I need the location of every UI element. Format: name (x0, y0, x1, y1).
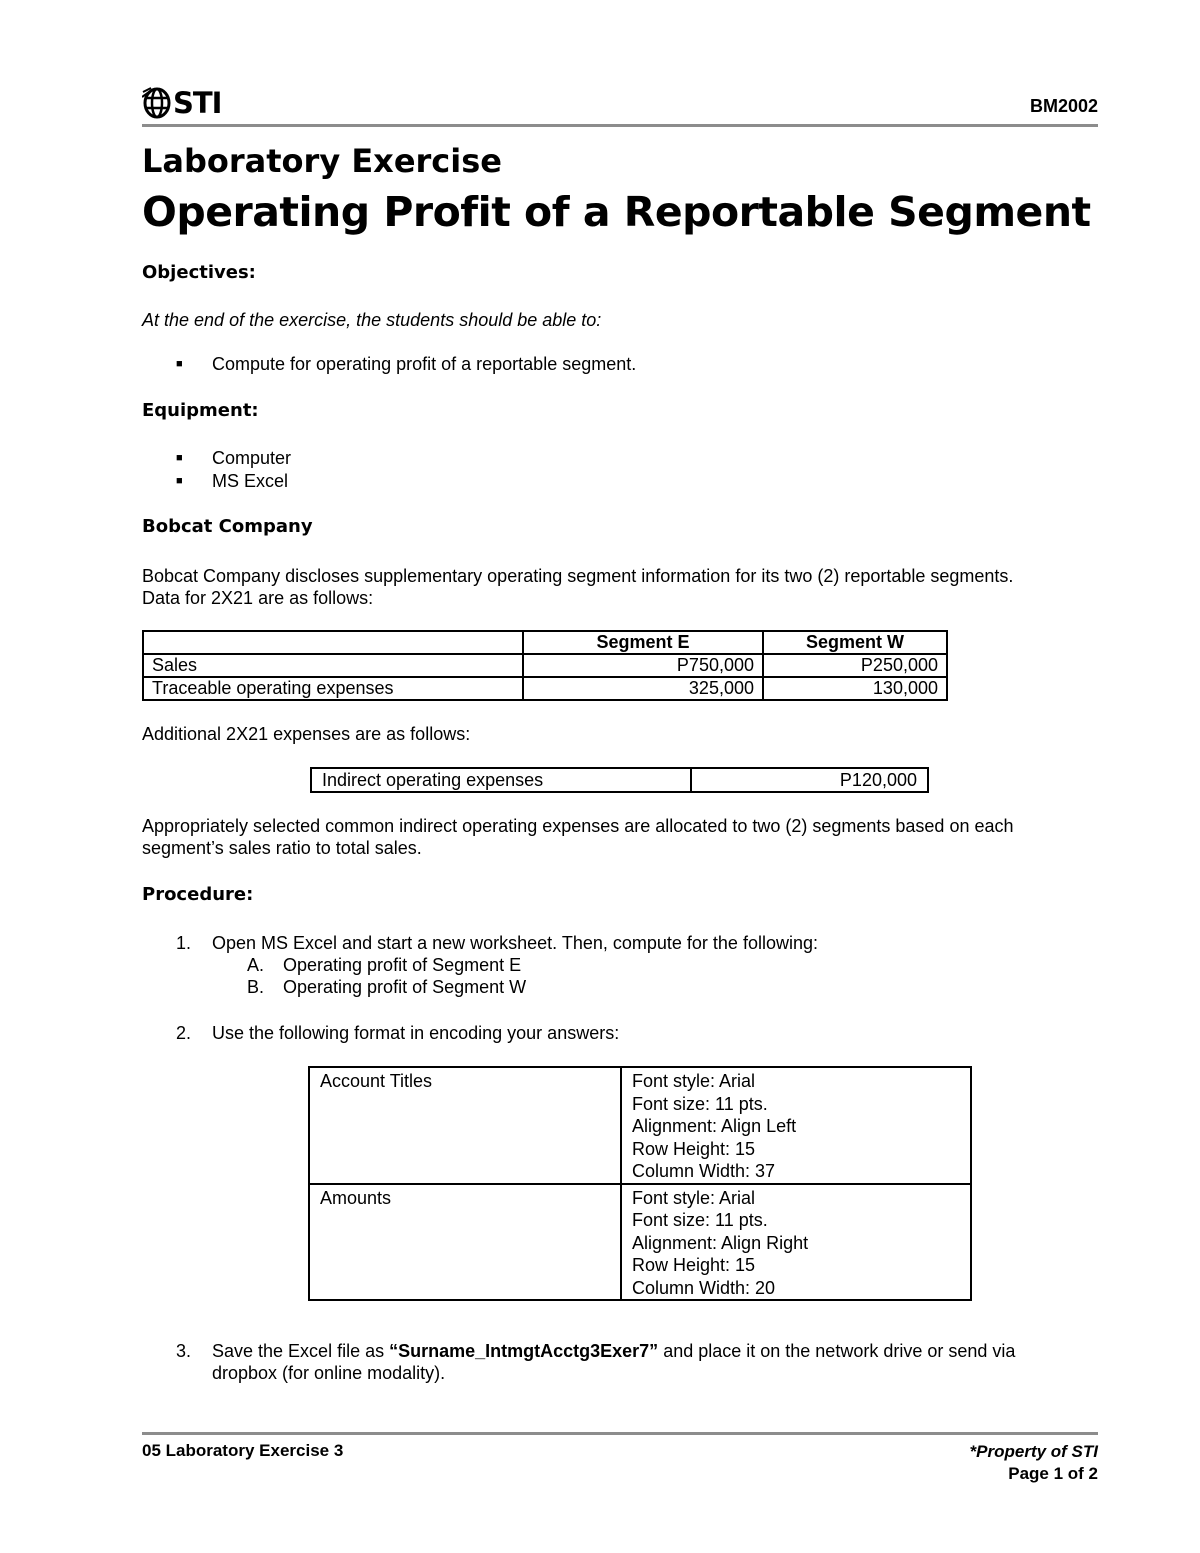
logo-text: STI (173, 86, 222, 120)
additional-intro: Additional 2X21 expenses are as follows: (142, 724, 471, 744)
globe-icon (142, 86, 172, 120)
step-text: Open MS Excel and start a new worksheet. Then, compute for the following: (212, 933, 818, 953)
indirect-expenses-table (310, 767, 929, 793)
spec-line: Font style: Arial (632, 1187, 756, 1208)
bullet-icon: ■ (176, 452, 183, 464)
spec-line: Alignment: Align Right (632, 1232, 809, 1253)
footer-module-label: 05 Laboratory Exercise 3 (142, 1441, 344, 1460)
table-cell: Sales (143, 654, 523, 677)
spec-line: Font style: Arial (632, 1071, 756, 1091)
footer-right (970, 1441, 1098, 1485)
segment-table (142, 630, 948, 701)
step3-line2: dropbox (for online modality). (212, 1363, 446, 1383)
table-row (143, 677, 947, 700)
list-item (176, 932, 818, 954)
table-cell (621, 1184, 971, 1301)
objective-text: Compute for operating profit of a reportable segment. (212, 354, 637, 374)
allocation-line2: segment’s sales ratio to total sales. (142, 838, 422, 858)
step-number: 1. (176, 933, 192, 953)
company-intro-line2: Data for 2X21 are as follows: (142, 588, 374, 608)
table-header-cell (143, 631, 523, 654)
step-number: 3. (176, 1341, 192, 1361)
step-text-before: Save the Excel file as (212, 1341, 390, 1361)
list-item (176, 470, 288, 492)
table-cell: Traceable operating expenses (143, 677, 523, 700)
page-number: Page 1 of 2 (1008, 1464, 1098, 1483)
sub-letter: B. (247, 977, 265, 997)
table-cell: 325,000 (523, 677, 763, 700)
spec-line: Row Height: 15 (632, 1138, 756, 1159)
list-item (176, 1340, 1098, 1362)
property-notice: *Property of STI (969, 1442, 1098, 1461)
table-cell: Indirect operating expenses (311, 768, 691, 792)
table-cell: Account Titles (309, 1067, 621, 1184)
page-title: Operating Profit of a Reportable Segment (142, 188, 1091, 236)
spec-line: Font size: 11 pts. (632, 1210, 768, 1230)
spec-line: Row Height: 15 (632, 1255, 756, 1275)
course-code: BM2002 (1029, 96, 1098, 116)
list-item (176, 447, 291, 469)
format-table (308, 1066, 972, 1301)
spec-line: Column Width: 37 (632, 1161, 776, 1181)
header-divider (142, 124, 1098, 127)
table-header-cell: Segment W (763, 631, 947, 654)
table-cell: 130,000 (763, 677, 947, 700)
sub-text: Operating profit of Segment E (283, 955, 522, 975)
list-item (176, 1022, 619, 1044)
table-cell: P120,000 (691, 768, 928, 792)
filename: “Surname_IntmgtAcctg3Exer7” (389, 1341, 659, 1361)
table-row (143, 654, 947, 677)
sub-letter: A. (247, 955, 265, 975)
table-header-cell: Segment E (523, 631, 763, 654)
table-cell: P750,000 (523, 654, 763, 677)
doc-type-title: Laboratory Exercise (142, 142, 502, 180)
sub-text: Operating profit of Segment W (283, 977, 527, 997)
footer-divider (142, 1432, 1098, 1435)
list-item (247, 954, 521, 976)
spec-line: Font size: 11 pts. (632, 1093, 768, 1114)
company-intro-line1: Bobcat Company discloses supplementary operating segment information for its two (2) reportable segments. (142, 566, 1014, 586)
spec-line: Column Width: 20 (632, 1277, 776, 1298)
table-row (311, 768, 928, 792)
table-cell: Amounts (309, 1184, 621, 1301)
list-item (176, 353, 636, 375)
step-number: 2. (176, 1023, 192, 1043)
allocation-line1: Appropriately selected common indirect operating expenses are allocated to two (2) segments based on each (142, 816, 1014, 836)
equipment-item: MS Excel (212, 471, 289, 491)
step-text: Use the following format in encoding your answers: (212, 1023, 620, 1043)
table-row (309, 1184, 971, 1301)
list-item (247, 976, 526, 998)
equipment-item: Computer (212, 448, 292, 468)
table-cell: P250,000 (763, 654, 947, 677)
bullet-icon: ■ (176, 475, 183, 487)
spec-line: Alignment: Align Left (632, 1116, 797, 1136)
step-text (212, 1340, 1015, 1362)
table-row (309, 1067, 971, 1184)
bullet-icon: ■ (176, 358, 183, 370)
company-heading: Bobcat Company (142, 516, 313, 537)
objectives-heading: Objectives: (142, 262, 256, 283)
table-cell (621, 1067, 971, 1184)
sti-logo (142, 84, 221, 122)
objectives-intro: At the end of the exercise, the students should be able to: (142, 310, 602, 330)
equipment-heading: Equipment: (142, 400, 259, 421)
procedure-heading: Procedure: (142, 884, 254, 905)
table-header-row (143, 631, 947, 654)
step-text-after: and place it on the network drive or send via (658, 1341, 1016, 1361)
